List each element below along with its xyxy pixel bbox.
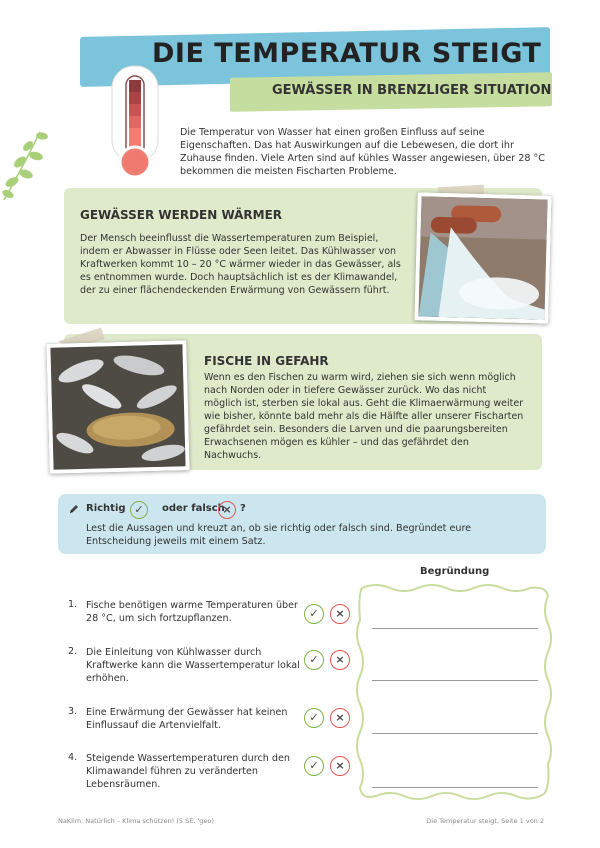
answer-line-2[interactable] bbox=[372, 680, 538, 681]
answer-line-1[interactable] bbox=[372, 628, 538, 629]
dead-fish-image bbox=[50, 344, 185, 469]
section-text-fish: Wenn es den Fischen zu warm wird, ziehen sie sich wenn möglich nach Norden oder in tiefere Gewässer zurück. Wo das nicht möglich ist, sterben sie lokal aus. Geht die Klimaerwärmung weiter wie bisher, könnte bald mehr als die Hälfte aller unserer Fischarten gefährdet sein. Besonders die Larven und die paarungsbereiten Erwachsenen mögen es kühler – und das gefährdet den Nachwuchs. bbox=[204, 372, 524, 461]
cross-option-3[interactable]: × bbox=[330, 708, 350, 728]
statement-1: Fische benötigen warme Temperaturen über 28 °C, um sich fortzupflanzen. bbox=[86, 600, 298, 624]
statement-2: Die Einleitung von Kühlwasser durch Kraftwerke kann die Wassertemperatur lokal erhöhen. bbox=[86, 647, 300, 684]
statement-number: 3. bbox=[68, 706, 78, 717]
task-label-question: ? bbox=[240, 503, 246, 514]
pencil-icon bbox=[68, 503, 80, 515]
section-heading-fish: FISCHE IN GEFAHR bbox=[204, 354, 329, 368]
check-symbol-icon: ✓ bbox=[130, 501, 148, 519]
section-text-warming: Der Mensch beeinflusst die Wassertemperaturen zum Beispiel, indem er Abwasser in Flüsse oder Seen leitet. Das Kühlwasser von Kraftwerken kommt 10 – 20 °C wärmer wieder in das Gewässer, als es entnommen wurde. Doch hauptsächlich ist es der Klimawandel, der zu einer flächendeckenden Erwärmung von Gewässern führt. bbox=[80, 233, 401, 296]
task-label-or: oder falsch bbox=[162, 503, 225, 514]
page-subtitle: GEWÄSSER IN BRENZLIGER SITUATION bbox=[272, 83, 552, 98]
cross-symbol-icon: × bbox=[218, 501, 236, 519]
footer-right: Die Temperatur steigt, Seite 1 von 2 bbox=[426, 817, 544, 825]
photo-dead-fish bbox=[46, 340, 189, 474]
check-option-2[interactable]: ✓ bbox=[304, 650, 324, 670]
cross-option-4[interactable]: × bbox=[330, 756, 350, 776]
check-option-1[interactable]: ✓ bbox=[304, 604, 324, 624]
photo-wastewater bbox=[414, 192, 551, 323]
task-label-right: Richtig bbox=[86, 503, 126, 514]
statement-number: 4. bbox=[68, 752, 78, 763]
begruendung-label: Begründung bbox=[420, 566, 490, 577]
answer-box bbox=[356, 580, 554, 808]
intro-text: Die Temperatur von Wasser hat einen großen Einfluss auf seine Eigenschaften. Das hat Auswirkungen auf die Lebewesen, die dort ihr Zuhause finden. Viele Arten sind auf kühles Wasser angewiesen, über 28 °C bekommen die meisten Fischarten Probleme. bbox=[180, 127, 545, 177]
answer-line-4[interactable] bbox=[372, 787, 538, 788]
check-option-4[interactable]: ✓ bbox=[304, 756, 324, 776]
page-title: DIE TEMPERATUR STEIGT bbox=[152, 38, 542, 69]
answer-line-3[interactable] bbox=[372, 733, 538, 734]
cross-option-1[interactable]: × bbox=[330, 604, 350, 624]
cross-option-2[interactable]: × bbox=[330, 650, 350, 670]
statement-3: Eine Erwärmung der Gewässer hat keinen Einflussauf die Artenvielfalt. bbox=[86, 707, 288, 731]
task-instruction: Lest die Aussagen und kreuzt an, ob sie richtig oder falsch sind. Begründet eure Entscheidung jeweils mit einem Satz. bbox=[86, 523, 472, 547]
check-option-3[interactable]: ✓ bbox=[304, 708, 324, 728]
wastewater-image bbox=[418, 196, 547, 319]
statement-number: 1. bbox=[68, 599, 78, 610]
leaf-decoration-icon bbox=[0, 112, 60, 202]
footer-left: NaKlim: Natürlich – Klima schützen! (5.SE. 'geo) bbox=[58, 817, 214, 825]
thermometer-icon bbox=[106, 64, 164, 184]
section-heading-warming: GEWÄSSER WERDEN WÄRMER bbox=[80, 208, 283, 222]
statement-number: 2. bbox=[68, 646, 78, 657]
statement-4: Steigende Wassertemperaturen durch den Klimawandel führen zu veränderten Lebensräumen. bbox=[86, 753, 290, 790]
